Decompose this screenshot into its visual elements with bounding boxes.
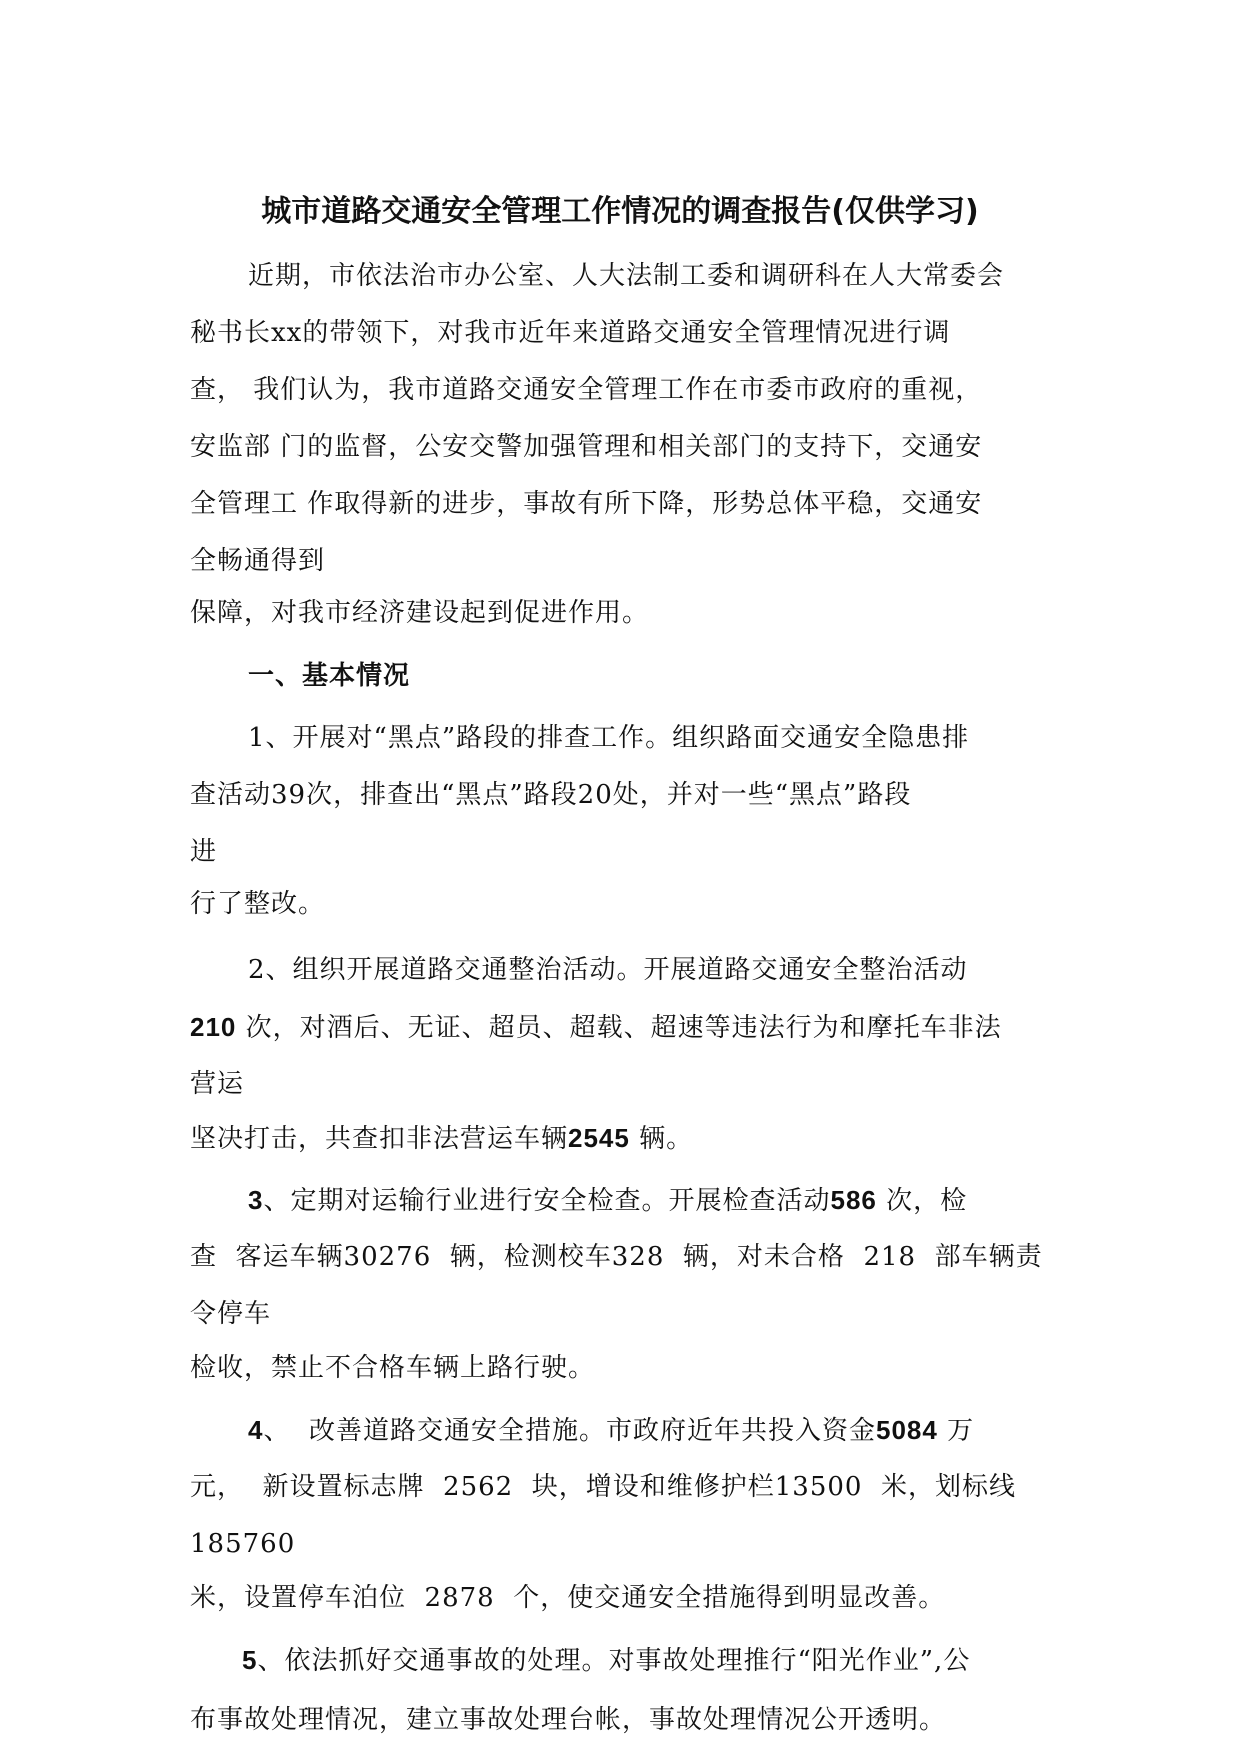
item2-line-3: 营运 xyxy=(190,1069,245,1099)
item2-count: 210 xyxy=(190,1012,237,1042)
intro-line-5: 全管理工 作取得新的进步，事故有所下降，形势总体平稳，交通安 xyxy=(190,489,983,519)
intro-line-3: 查， 我们认为，我市道路交通安全管理工作在市委市政府的重视， xyxy=(190,375,983,405)
item4-line-2: 元， 新设置标志牌 2562 块，增设和维修护栏13500 米，划标线 xyxy=(190,1472,1016,1502)
intro-line-1: 近期，市依法治市办公室、人大法制工委和调研科在人大常委会 xyxy=(248,261,1005,291)
item2-vehicles: 2545 xyxy=(568,1123,630,1153)
item5-line-2: 布事故处理情况，建立事故处理台帐，事故处理情况公开透明。 xyxy=(190,1705,947,1735)
item3-line-1-end: 次，检 xyxy=(876,1186,968,1216)
item3-count: 586 xyxy=(830,1185,877,1215)
document-title: 城市道路交通安全管理工作情况的调查报告(仅供学习) xyxy=(261,194,979,229)
intro-line-7: 保障，对我市经济建设起到促进作用。 xyxy=(190,598,650,628)
item4-line-1-text: 、 改善道路交通安全措施。市政府近年共投入资金 xyxy=(263,1416,876,1446)
item5-line-1-text: 、依法抓好交通事故的处理。对事故处理推行“阳光作业”,公 xyxy=(257,1646,971,1676)
item2-line-4 xyxy=(190,1120,693,1157)
item2-line-2-text: 次，对酒后、无证、超员、超载、超速等违法行为和摩托车非法 xyxy=(236,1013,1002,1043)
item3-line-1-text: 、定期对运输行业进行安全检查。开展检查活动 xyxy=(263,1186,831,1216)
item1-line-4: 行了整改。 xyxy=(190,889,326,919)
item3-number: 3 xyxy=(248,1185,264,1215)
item4-funds: 5084 xyxy=(876,1415,938,1445)
item1-line-2: 查活动39次，排查出“黑点”路段20处，并对一些“黑点”路段 xyxy=(190,780,912,810)
item4-line-1 xyxy=(248,1412,974,1449)
item2-line-1: 2、组织开展道路交通整治活动。开展道路交通安全整治活动 xyxy=(248,955,968,985)
item1-line-3: 进 xyxy=(190,837,218,867)
intro-line-6: 全畅通得到 xyxy=(190,546,326,576)
item5-number: 5 xyxy=(242,1645,258,1675)
intro-line-2: 秘书长xx的带领下，对我市近年来道路交通安全管理情况进行调 xyxy=(190,318,951,348)
item4-line-3: 185760 xyxy=(190,1529,296,1559)
item2-line-4-text: 坚决打击，共查扣非法营运车辆 xyxy=(190,1124,569,1154)
item3-line-1 xyxy=(248,1182,967,1219)
item4-number: 4 xyxy=(248,1415,264,1445)
item5-line-1 xyxy=(242,1642,970,1679)
item2-line-4-end: 辆。 xyxy=(629,1124,694,1154)
item1-line-1: 1、开展对“黑点”路段的排查工作。组织路面交通安全隐患排 xyxy=(248,723,970,753)
item3-line-4: 检收，禁止不合格车辆上路行驶。 xyxy=(190,1353,596,1383)
item4-line-4: 米，设置停车泊位 2878 个，使交通安全措施得到明显改善。 xyxy=(190,1583,946,1613)
item4-line-1-end: 万 xyxy=(937,1416,975,1446)
section-heading: 一、基本情况 xyxy=(248,661,411,691)
item3-line-3: 令停车 xyxy=(190,1299,272,1329)
item3-line-2: 查 客运车辆30276 辆，检测校车328 辆，对未合格 218 部车辆责 xyxy=(190,1242,1043,1272)
intro-line-4: 安监部 门的监督，公安交警加强管理和相关部门的支持下，交通安 xyxy=(190,432,983,462)
item2-line-2 xyxy=(190,1009,1002,1046)
